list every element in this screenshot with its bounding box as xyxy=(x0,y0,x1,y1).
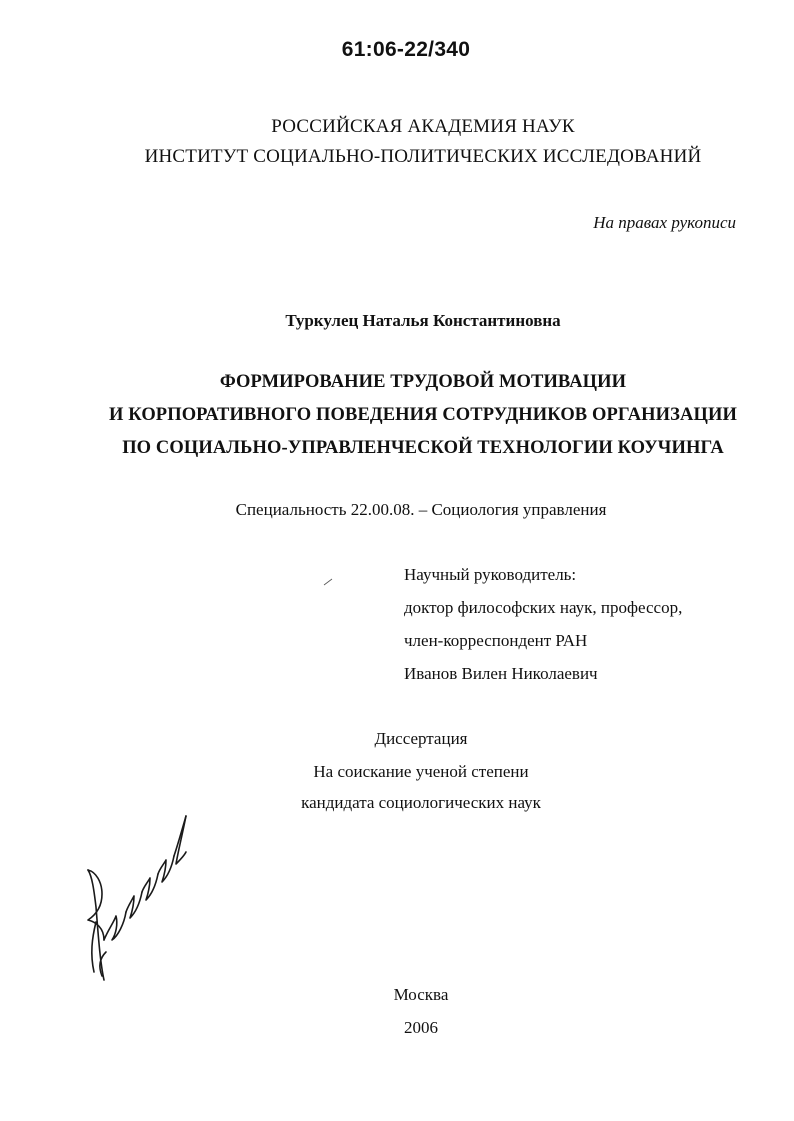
advisor-title: член-корреспондент РАН xyxy=(404,631,588,650)
dissertation-title-line: ПО СОЦИАЛЬНО-УПРАВЛЕНЧЕСКОЙ ТЕХНОЛОГИИ КОУЧИНГА xyxy=(122,438,724,458)
organization-name: РОССИЙСКАЯ АКАДЕМИЯ НАУК xyxy=(271,116,575,137)
pen-mark xyxy=(323,578,333,586)
handwritten-signature xyxy=(82,812,194,982)
dissertation-label: Диссертация xyxy=(374,729,468,748)
year: 2006 xyxy=(404,1018,438,1037)
manuscript-rights-note: На правах рукописи xyxy=(593,213,736,232)
specialty-line: Специальность 22.00.08. – Социология управления xyxy=(235,500,607,519)
city: Москва xyxy=(393,985,449,1004)
advisor-name: Иванов Вилен Николаевич xyxy=(404,664,598,683)
dissertation-title-line: И КОРПОРАТИВНОГО ПОВЕДЕНИЯ СОТРУДНИКОВ ОРГАНИЗАЦИИ xyxy=(109,405,737,425)
archive-code: 61:06-22/340 xyxy=(341,38,471,61)
institute-name: ИНСТИТУТ СОЦИАЛЬНО-ПОЛИТИЧЕСКИХ ИССЛЕДОВАНИЙ xyxy=(144,146,702,167)
degree-purpose-line: На соискание ученой степени xyxy=(313,762,529,781)
advisor-degree: доктор философских наук, профессор, xyxy=(404,598,683,617)
degree-name-line: кандидата социологических наук xyxy=(301,793,541,812)
dissertation-title-line: ФОРМИРОВАНИЕ ТРУДОВОЙ МОТИВАЦИИ xyxy=(219,372,627,392)
author-name: Туркулец Наталья Константиновна xyxy=(285,311,561,330)
advisor-heading: Научный руководитель: xyxy=(404,565,577,584)
